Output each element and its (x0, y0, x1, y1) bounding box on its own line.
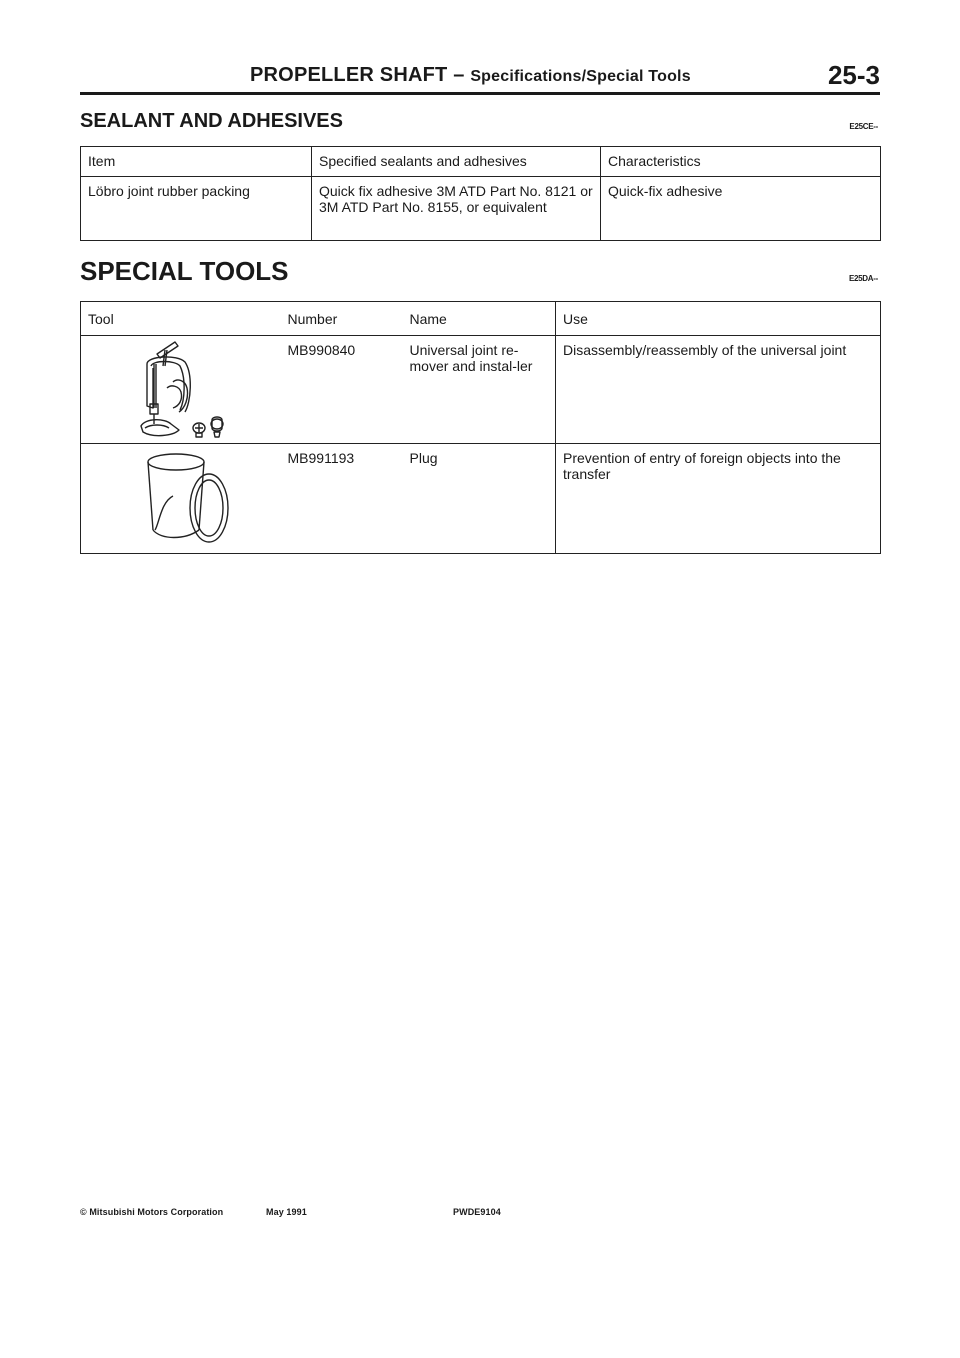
sealant-cell: Quick fix adhesive 3M ATD Part No. 8121 or 3M ATD Part No. 8155, or equivalent (312, 177, 601, 241)
page-subtitle: Specifications/Special Tools (470, 68, 691, 85)
sealant-table (80, 146, 881, 241)
tool-illustration-cell (81, 444, 281, 554)
footer-date: May 1991 (266, 1207, 307, 1217)
tools-section-code: E25DA-- (848, 274, 878, 283)
tool-name-cell: Universal joint re-mover and instal-ler (403, 336, 556, 444)
tool-number-cell: MB991193 (281, 444, 403, 554)
characteristics-cell: Quick-fix adhesive (601, 177, 881, 241)
item-cell: Löbro joint rubber packing (81, 177, 312, 241)
tool-use-cell: Prevention of entry of foreign objects into the transfer (556, 444, 881, 554)
column-header-sealants: Specified sealants and adhesives (312, 147, 601, 177)
tool-illustration-cell (81, 336, 281, 444)
tool-name-cell: Plug (403, 444, 556, 554)
footer-doc-code: PWDE9104 (453, 1207, 501, 1217)
footer-copyright: © Mitsubishi Motors Corporation (80, 1207, 224, 1217)
column-header-characteristics: Characteristics (601, 147, 881, 177)
special-tools-table (80, 301, 881, 554)
column-header-number: Number (281, 302, 403, 336)
table-row (81, 336, 881, 444)
column-header-use: Use (556, 302, 881, 336)
table-row (81, 177, 881, 241)
universal-joint-remover-illustration-icon (81, 340, 281, 440)
sealant-table-header-row (81, 147, 881, 177)
tools-table-header-row (81, 302, 881, 336)
plug-illustration-icon (81, 448, 281, 550)
column-header-name: Name (403, 302, 556, 336)
tool-number-cell: MB990840 (281, 336, 403, 444)
page-title: PROPELLER SHAFT – Specifications/Special Tools (250, 64, 691, 86)
tool-use-cell: Disassembly/reassembly of the universal joint (556, 336, 881, 444)
sealant-section-code: E25CE-- (849, 122, 878, 131)
header-divider (80, 92, 880, 95)
sealant-section-heading: SEALANT AND ADHESIVES (80, 110, 343, 132)
column-header-tool: Tool (81, 302, 281, 336)
page-number: 25-3 (827, 60, 880, 90)
column-header-item: Item (81, 147, 312, 177)
table-row (81, 444, 881, 554)
tools-section-heading: SPECIAL TOOLS (80, 256, 289, 286)
